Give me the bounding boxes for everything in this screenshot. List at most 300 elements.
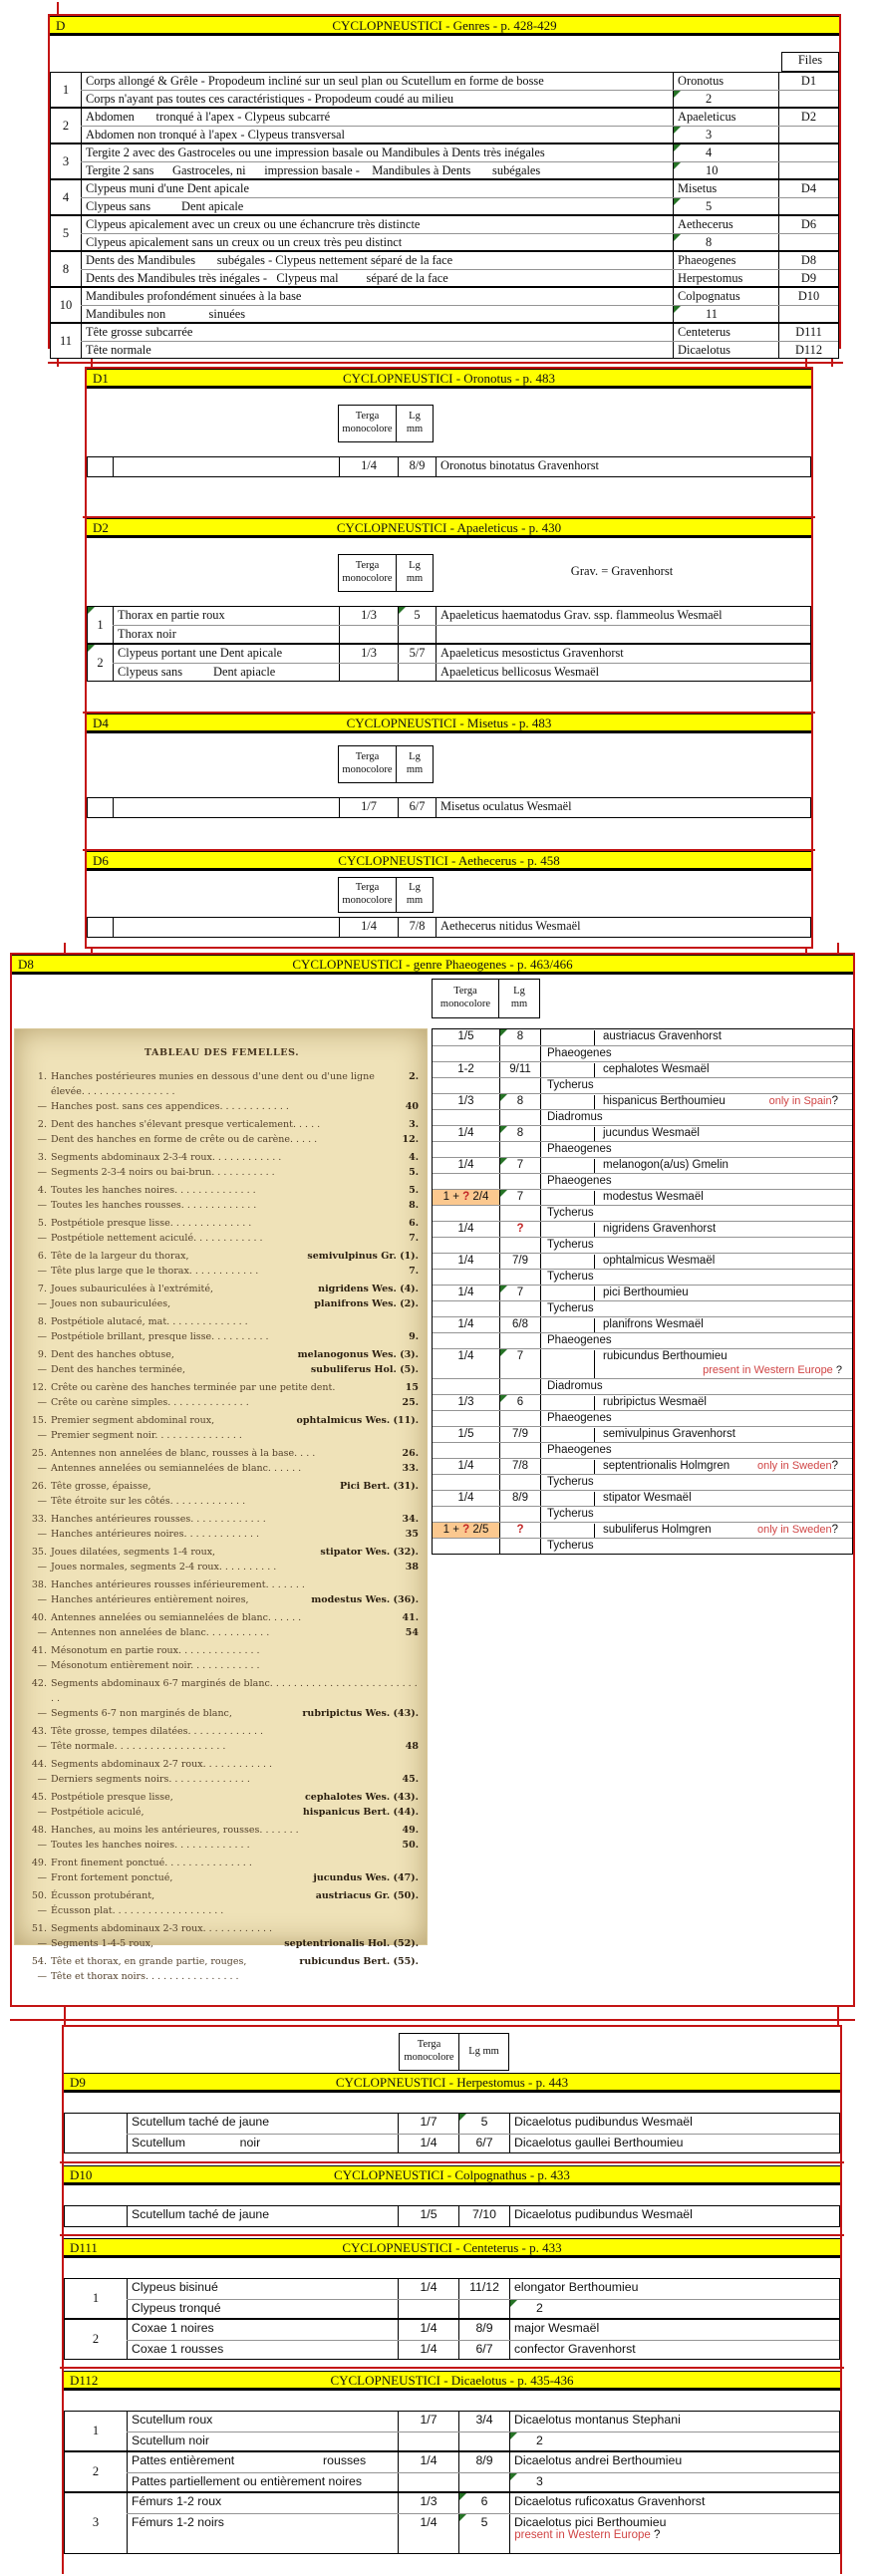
couplet-rows xyxy=(127,2206,839,2226)
key-couplet-line xyxy=(25,1117,419,1132)
species-cell xyxy=(540,1094,852,1109)
value-text: 1/5 xyxy=(457,1428,474,1440)
indent-cell xyxy=(541,1127,595,1141)
uncertain-mark: ? xyxy=(462,1524,470,1536)
value-text: 1/4 xyxy=(420,2135,438,2149)
target-ref: 45. xyxy=(402,1774,419,1785)
key-row xyxy=(127,2472,839,2492)
target-ref: 33. xyxy=(402,1463,419,1474)
uncertain-mark: ? xyxy=(462,1191,470,1203)
value-text: 1/4 xyxy=(457,1318,474,1330)
terga-cell xyxy=(433,1459,499,1474)
terga-cell xyxy=(339,918,398,937)
length-cell xyxy=(499,1333,540,1348)
section-label: D2 xyxy=(93,520,109,535)
species-ref: planifrons Wes. (2). xyxy=(314,1298,419,1309)
couplet-group xyxy=(88,798,810,817)
length-cell xyxy=(499,1238,540,1253)
character-text: Pattes entièrement rousses xyxy=(127,2452,398,2472)
files-column-header: Files xyxy=(781,52,839,72)
section-label: D9 xyxy=(70,2075,86,2090)
key-row xyxy=(81,252,838,269)
character-text: Fémurs 1-2 noirs xyxy=(127,2514,398,2553)
key-couplet-line xyxy=(25,1823,419,1838)
terga-cell xyxy=(433,1475,499,1490)
species-name-wrap xyxy=(595,1460,852,1474)
terga-cell xyxy=(433,1078,499,1093)
species-name: Dicaelotus pudibundus Wesmaël xyxy=(514,2115,693,2129)
species-name: pici Berthoumieu xyxy=(603,1287,689,1298)
couplet-text: Hanches antérieures noires. . . . . . . . . . . . . xyxy=(51,1529,260,1540)
length-cell xyxy=(499,1254,540,1269)
species-row xyxy=(433,1253,852,1269)
length-header-line: Lg xyxy=(409,560,421,572)
key-couplet-line xyxy=(25,1739,419,1754)
key-couplet-line xyxy=(25,1577,419,1592)
value-text: 1/3 xyxy=(457,1095,474,1107)
value-text: 5 xyxy=(480,2115,488,2129)
genus-cell xyxy=(540,1333,852,1348)
value-text: 2/5 xyxy=(469,1524,489,1536)
couplet-num: 44. xyxy=(31,1759,47,1770)
species-grid xyxy=(87,917,811,938)
couplet-rows xyxy=(113,457,810,476)
result-cell: Colpognatus xyxy=(673,288,778,305)
terga-cell xyxy=(398,2279,458,2299)
couplet-num: 42. xyxy=(31,1678,47,1689)
species-name-wrap xyxy=(595,1492,852,1506)
length-column-header xyxy=(396,554,434,592)
terga-cell xyxy=(433,1539,499,1554)
herpestomus-table xyxy=(64,2073,840,2161)
species-name-wrap xyxy=(595,1127,852,1141)
species-row xyxy=(433,1029,852,1045)
couplet-num: 35. xyxy=(31,1547,47,1558)
section-title: CYCLOPNEUSTICI - Colpognathus - p. 433 xyxy=(334,2167,570,2182)
species-cell xyxy=(509,2279,642,2299)
species-ref: jucundus Wes. (47). xyxy=(313,1872,419,1883)
species-ref: ophtalmicus Wes. (11). xyxy=(296,1415,419,1426)
species-grid xyxy=(64,2411,840,2554)
value-text: 1/4 xyxy=(361,458,377,472)
couplet-text: Segments 6-7 non marginés de blanc, xyxy=(51,1708,232,1719)
couplet-number: 8 xyxy=(62,261,70,276)
phaeogenes-table xyxy=(10,953,855,2007)
length-cell xyxy=(499,1491,540,1506)
terga-column-header xyxy=(338,554,397,592)
terga-cell xyxy=(433,1411,499,1426)
indent-cell xyxy=(541,1492,595,1506)
genus-group-label: Tycherus xyxy=(547,1207,594,1219)
species-ref: subuliferus Hol. (5). xyxy=(310,1364,419,1375)
genus-tables-group xyxy=(85,367,813,949)
couplet-text: Écusson plat. . . . . . . . . . . . . . . . . . . xyxy=(51,1905,224,1916)
length-cell xyxy=(458,2114,509,2134)
genus-cell xyxy=(540,1206,852,1221)
species-row xyxy=(433,1061,852,1077)
centeterus-table xyxy=(64,2238,840,2365)
value-text: 1/4 xyxy=(420,2280,438,2294)
length-cell xyxy=(499,1142,540,1157)
couplet-group xyxy=(65,2412,839,2450)
length-header-line: mm xyxy=(510,999,528,1009)
key-couplet-line xyxy=(25,1329,419,1344)
geo-note-line xyxy=(514,2529,666,2542)
key-row xyxy=(113,607,810,625)
couplet-num: 12. xyxy=(31,1382,47,1393)
species-name: semivulpinus Gravenhorst xyxy=(603,1428,735,1440)
value-text: 5 xyxy=(480,2514,488,2529)
indent-cell xyxy=(541,1460,595,1474)
value-text: 7/8 xyxy=(512,1460,528,1472)
key-row xyxy=(127,2412,839,2432)
couplet-number: 2 xyxy=(88,645,113,681)
species-name: Misetus oculatus Wesmaël xyxy=(440,799,572,813)
geo-note: only in Sweden xyxy=(756,1460,832,1472)
section-label: D6 xyxy=(93,853,109,868)
key-row xyxy=(127,2452,839,2472)
length-cell xyxy=(499,1174,540,1189)
genera-key-table xyxy=(48,14,841,357)
species-name: Aethecerus nitidus Wesmaël xyxy=(440,919,581,933)
couplet-text: Tête grosse, tempes dilatées. . . . . . . . . . . . . xyxy=(51,1726,264,1737)
key-couplet-line xyxy=(25,1805,419,1820)
species-cell xyxy=(509,2514,670,2553)
species-grid xyxy=(87,606,811,682)
key-couplet-line xyxy=(25,1198,419,1213)
species-name: stipator Wesmaël xyxy=(603,1492,692,1504)
terga-cell xyxy=(433,1301,499,1316)
couplet-rows xyxy=(113,645,810,681)
genus-group-label: Diadromus xyxy=(547,1111,603,1123)
couplet-num: — xyxy=(37,1938,47,1949)
length-cell xyxy=(499,1475,540,1490)
genus-group-label: Tycherus xyxy=(547,1476,594,1488)
key-row xyxy=(81,144,838,161)
key-row xyxy=(113,457,810,476)
length-cell xyxy=(458,2320,509,2340)
terga-cell xyxy=(339,798,398,817)
couplet-rows xyxy=(81,288,838,322)
target-ref: 48 xyxy=(405,1741,419,1752)
couplet-text: Postpétiole alutacé, mat. . . . . . . . . . . . . . xyxy=(51,1316,248,1327)
question-mark: ? xyxy=(831,1095,838,1107)
value-text: 6/7 xyxy=(475,2135,493,2149)
species-row xyxy=(433,1426,852,1442)
couplet-num: — xyxy=(37,1807,47,1818)
couplet-group xyxy=(65,2206,839,2226)
couplet-rows xyxy=(81,216,838,250)
species-name: Dicaelotus andrei Berthoumieu xyxy=(514,2453,683,2467)
couplet-number xyxy=(88,798,113,817)
author-note: Grav. = Gravenhorst xyxy=(570,564,674,578)
key-couplet-line xyxy=(25,1560,419,1574)
terga-cell xyxy=(398,2452,458,2472)
species-cell xyxy=(540,1395,852,1410)
value-text: 1/3 xyxy=(361,608,377,622)
couplet-num: — xyxy=(37,1134,47,1145)
terga-header-line: Terga xyxy=(453,986,477,998)
species-row xyxy=(433,1348,852,1378)
section-label: D10 xyxy=(70,2167,93,2182)
species-name: jucundus Wesmaël xyxy=(603,1127,700,1139)
indent-cell xyxy=(541,1255,595,1269)
geo-note: only in Spain xyxy=(768,1095,832,1107)
key-couplet-line xyxy=(25,1658,419,1673)
key-couplet-line xyxy=(25,1347,419,1362)
character-text: Coxae 1 noires xyxy=(127,2320,398,2340)
genus-group-row xyxy=(433,1045,852,1061)
terga-cell xyxy=(398,2412,458,2432)
key-couplet-line xyxy=(25,1921,419,1936)
section-title: CYCLOPNEUSTICI - Apaeleticus - p. 430 xyxy=(336,520,562,535)
key-couplet-line xyxy=(25,1395,419,1410)
couplet-num: — xyxy=(37,1364,47,1375)
genus-cell xyxy=(540,1301,852,1316)
length-cell xyxy=(499,1286,540,1300)
length-cell xyxy=(398,626,436,643)
length-cell xyxy=(499,1459,540,1474)
species-name: melanogon(a/us) Gmelin xyxy=(603,1159,729,1171)
couplet-num: — xyxy=(37,1266,47,1277)
length-header-line: mm xyxy=(406,424,424,434)
genus-cell xyxy=(540,1379,852,1394)
colpognathus-table xyxy=(64,2165,840,2232)
length-column-header xyxy=(396,745,434,783)
species-name-wrap xyxy=(595,1255,852,1269)
couplet-num: — xyxy=(37,1463,47,1474)
key-row xyxy=(127,2493,839,2513)
terga-cell xyxy=(433,1206,499,1221)
terga-cell xyxy=(433,1379,499,1394)
couplet-text: Crête ou carène des hanches terminée par une petite dent. xyxy=(51,1382,336,1393)
value-text: 1/4 xyxy=(457,1127,474,1139)
section-title-bar xyxy=(64,2165,840,2185)
couplet-text: Premier segment noir. . . . . . . . . . . . . . . xyxy=(51,1430,242,1441)
length-cell xyxy=(499,1206,540,1221)
character-text: Mandibules non sinuées xyxy=(81,306,673,322)
terga-column-header xyxy=(399,2033,459,2071)
species-row xyxy=(433,1093,852,1109)
species-ref: melanogonus Wes. (3). xyxy=(297,1349,419,1360)
genus-group-row xyxy=(433,1077,852,1093)
couplet-group xyxy=(65,2279,839,2318)
genus-group-label: Tycherus xyxy=(547,1540,594,1552)
species-name: Oronotus binotatus Gravenhorst xyxy=(440,458,599,472)
couplet-group xyxy=(88,607,810,643)
character-text: Clypeus sans Dent apiacle xyxy=(113,664,339,681)
species-cell xyxy=(540,1491,852,1506)
misetus-table xyxy=(87,714,811,849)
species-cell xyxy=(509,2114,697,2134)
indent-cell xyxy=(541,1095,595,1109)
genus-group-row xyxy=(433,1205,852,1221)
value-text: 7 xyxy=(516,1287,524,1298)
species-name: rubripictus Wesmaël xyxy=(603,1396,707,1408)
couplet-number: 11 xyxy=(59,333,73,348)
couplet-text: Segments abdominaux 2-7 roux. . . . . . . . . . . . xyxy=(51,1759,273,1770)
couplet-num: 8. xyxy=(37,1316,47,1327)
couplet-rows xyxy=(113,607,810,643)
result-cell: Dicaelotus xyxy=(673,342,778,358)
key-couplet-line xyxy=(25,1625,419,1640)
couplet-num: 49. xyxy=(31,1858,47,1868)
value-text: 9/11 xyxy=(509,1063,531,1075)
target-ref: 5. xyxy=(409,1167,419,1178)
key-couplet-line xyxy=(25,1790,419,1805)
key-row xyxy=(81,197,838,214)
genus-group-row xyxy=(433,1506,852,1522)
couplet-num: — xyxy=(37,1774,47,1785)
couplet-num: — xyxy=(37,1331,47,1342)
result-cell: Herpestomus xyxy=(673,270,778,286)
result-cell: 3 xyxy=(673,127,778,143)
species-name: Dicaelotus montanus Stephani xyxy=(514,2413,681,2427)
file-ref: D6 xyxy=(778,216,838,233)
character-text: Clypeus apicalement sans un creux ou un creux très peu distinct xyxy=(81,234,673,250)
genus-cell xyxy=(540,1411,852,1426)
couplet-rows xyxy=(127,2452,839,2491)
length-cell xyxy=(458,2206,509,2226)
couplet-rows xyxy=(81,73,838,107)
length-cell xyxy=(499,1126,540,1141)
couplet-number: 2 xyxy=(92,2464,100,2478)
species-name: ophtalmicus Wesmaël xyxy=(603,1255,716,1267)
key-couplet-line xyxy=(25,1870,419,1885)
target-ref: 3. xyxy=(409,1119,419,1130)
species-name: 2 xyxy=(536,2433,543,2447)
length-cell xyxy=(458,2135,509,2153)
key-couplet-line xyxy=(25,1132,419,1147)
genus-group-row xyxy=(433,1173,852,1189)
species-name: subuliferus Holmgren xyxy=(603,1524,712,1536)
character-text: Clypeus sans Dent apicale xyxy=(81,198,673,214)
indent-cell xyxy=(541,1350,595,1378)
length-header-line: Lg xyxy=(513,986,525,998)
couplet-num: — xyxy=(37,1430,47,1441)
target-ref: 26. xyxy=(402,1448,419,1459)
terga-header-line: monocolore xyxy=(342,895,393,906)
file-ref xyxy=(778,234,838,250)
terga-cell xyxy=(339,607,398,625)
species-cell xyxy=(540,1523,852,1538)
uncertain-mark: ? xyxy=(516,1524,524,1536)
length-cell xyxy=(499,1427,540,1442)
key-couplet-line xyxy=(25,1757,419,1772)
key-couplet-line xyxy=(25,1428,419,1443)
length-header-line: Lg mm xyxy=(468,2045,499,2057)
species-name: nigridens Gravenhorst xyxy=(603,1223,717,1235)
key-couplet-line xyxy=(25,1545,419,1560)
couplet-number: 1 xyxy=(92,2291,100,2305)
genus-group-label: Tycherus xyxy=(547,1239,594,1251)
couplet-num: — xyxy=(37,1101,47,1112)
length-cell xyxy=(499,1222,540,1237)
question-mark: ? xyxy=(650,2528,661,2541)
length-cell xyxy=(499,1078,540,1093)
genus-group-row xyxy=(433,1269,852,1285)
couplet-text: Front finement ponctué. . . . . . . . . . . . . . . xyxy=(51,1858,252,1868)
key-couplet-line xyxy=(25,1461,419,1476)
species-cell xyxy=(509,2412,685,2432)
geo-note: present in Western Europe xyxy=(514,2528,651,2541)
couplet-group xyxy=(51,107,838,143)
couplet-text: Hanches antérieures rousses. . . . . . . . . . . . . xyxy=(51,1514,266,1525)
couplet-num: 26. xyxy=(31,1481,47,1492)
species-name: Dicaelotus ruficoxatus Gravenhorst xyxy=(514,2494,706,2508)
value-text: 3/4 xyxy=(475,2413,493,2427)
result-cell: 5 xyxy=(673,198,778,214)
genus-cell xyxy=(540,1475,852,1490)
terga-header-line: monocolore xyxy=(342,573,393,584)
terga-cell xyxy=(398,2206,458,2226)
section-title: CYCLOPNEUSTICI - genre Phaeogenes - p. 463/466 xyxy=(292,957,573,972)
species-cell xyxy=(540,1349,852,1378)
key-row xyxy=(81,324,838,341)
key-couplet-line xyxy=(25,1643,419,1658)
species-row xyxy=(433,1189,852,1205)
section-title: CYCLOPNEUSTICI - Misetus - p. 483 xyxy=(346,716,552,730)
couplet-group xyxy=(51,322,838,358)
species-cell xyxy=(509,2300,547,2319)
length-cell xyxy=(398,645,436,663)
key-couplet-line xyxy=(25,1856,419,1870)
character-text xyxy=(113,918,339,937)
apaeleticus-table xyxy=(87,518,811,710)
indent-cell xyxy=(541,1396,595,1410)
couplet-text: Dent des hanches en forme de crête ou de carène. . . . . xyxy=(51,1134,318,1145)
file-ref xyxy=(778,198,838,214)
species-row xyxy=(433,1394,852,1410)
species-cell xyxy=(436,664,603,681)
terga-header-line: monocolore xyxy=(342,764,393,775)
character-text: Abdomen non tronqué à l'apex - Clypeus transversal xyxy=(81,127,673,143)
couplet-text: Premier segment abdominal roux, xyxy=(51,1415,215,1426)
terga-cell xyxy=(398,2320,458,2340)
terga-cell xyxy=(398,2473,458,2492)
genus-group-label: Tycherus xyxy=(547,1079,594,1091)
value-text: 7/8 xyxy=(409,919,426,933)
section-label: D4 xyxy=(93,716,109,730)
length-cell xyxy=(499,1411,540,1426)
couplet-group xyxy=(51,286,838,322)
file-ref: D8 xyxy=(778,252,838,269)
section-title-bar xyxy=(64,2238,840,2258)
key-row xyxy=(113,625,810,643)
character-text: Thorax noir xyxy=(113,626,339,643)
indent-cell xyxy=(541,1428,595,1442)
couplet-group xyxy=(51,214,838,250)
terga-header-line: monocolore xyxy=(439,999,491,1009)
key-couplet-line xyxy=(25,1296,419,1311)
terga-cell xyxy=(433,1427,499,1442)
couplet-rows xyxy=(81,109,838,143)
length-column-header xyxy=(458,2033,509,2071)
couplet-num: — xyxy=(37,1627,47,1638)
terga-header-line: monocolore xyxy=(342,424,393,434)
species-name: Apaeleticus mesostictus Gravenhorst xyxy=(440,646,624,660)
length-column-header xyxy=(498,979,540,1018)
terga-cell xyxy=(339,626,398,643)
value-text: 1/5 xyxy=(457,1030,474,1042)
genus-group-label: Diadromus xyxy=(547,1380,603,1392)
species-name-wrap xyxy=(595,1030,852,1045)
species-ref: stipator Wes. (32). xyxy=(320,1547,419,1558)
value-text: 1/4 xyxy=(420,2453,438,2467)
value-text: 1/4 xyxy=(457,1460,474,1472)
character-text: Clypeus bisinué xyxy=(127,2279,398,2299)
species-name: Apaeleticus haematodus Grav. ssp. flammeolus Wesmaël xyxy=(440,608,723,622)
